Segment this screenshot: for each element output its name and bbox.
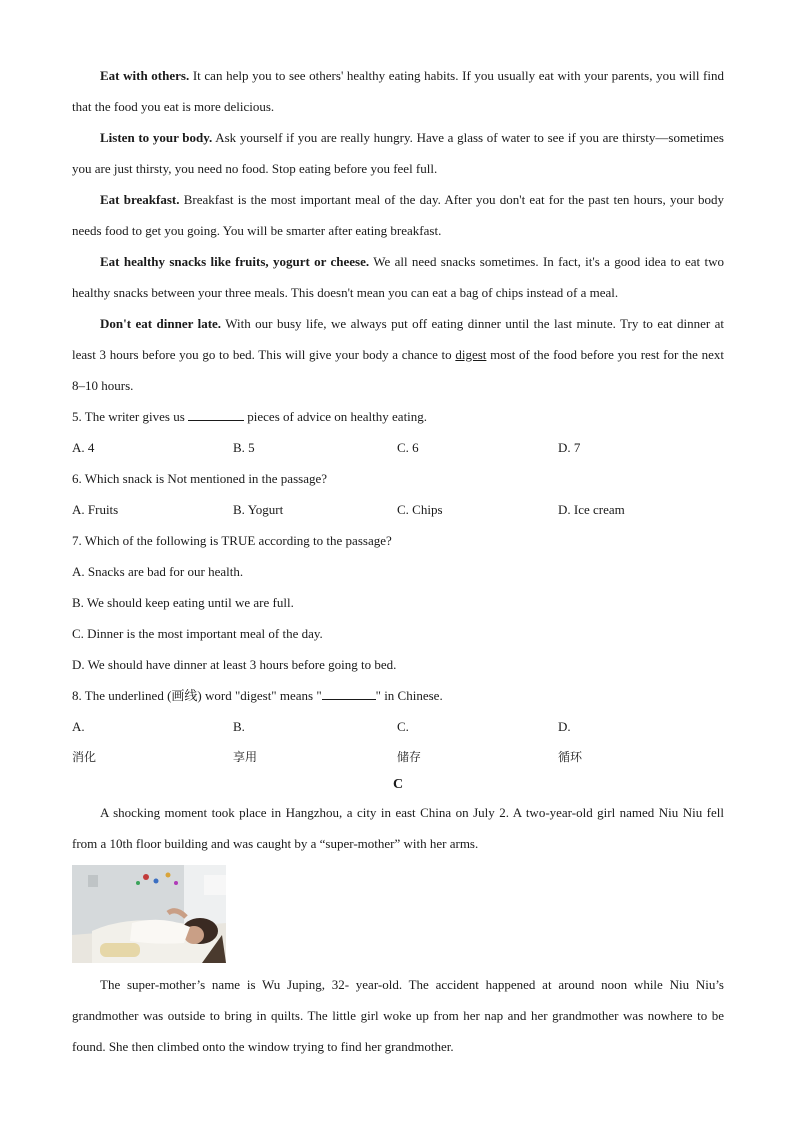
option-c: C. 6 <box>397 440 419 455</box>
para-text: We all need snacks sometimes. In fact, it's a good idea to eat two healthy snacks between your three meals. This doesn't mean you can eat a bag of chips instead of a meal. <box>72 254 724 300</box>
question-text: " in Chinese. <box>375 688 443 703</box>
para-lead: Eat breakfast. <box>100 192 180 207</box>
paragraph <box>72 246 724 308</box>
paragraph <box>72 60 724 122</box>
para-lead: Don't eat dinner late. <box>100 316 222 331</box>
para-text: It can help you to see others' healthy eating habits. If you usually eat with your parents, you will find that the food you eat is more delicious. <box>72 68 724 114</box>
option-b: B. We should keep eating until we are full. <box>72 595 294 610</box>
section-heading: C <box>392 777 404 792</box>
option-c: C. 储存 <box>397 719 422 764</box>
answer-blank <box>322 688 376 700</box>
option-a: A. 消化 <box>72 719 97 764</box>
para-text: most of the food before you rest for the next 8–10 hours. <box>72 347 724 393</box>
question-6: 6. Which snack is Not mentioned in the passage? <box>72 471 328 486</box>
question-8 <box>72 680 724 711</box>
options-6 <box>72 494 724 525</box>
option-d: D. 7 <box>558 440 581 455</box>
question-7: 7. Which of the following is TRUE according to the passage? <box>72 533 392 548</box>
paragraph <box>72 122 724 184</box>
option-c: C. Chips <box>397 502 443 517</box>
options-8 <box>72 711 724 773</box>
para-text: With our busy life, we always put off eating dinner until the last minute. Try to eat dinner at least 3 hours before you go to bed. This will give your body a chance to <box>72 316 724 362</box>
paragraph: A shocking moment took place in Hangzhou, a city in east China on July 2. A two-year-old girl named Niu Niu fell from a 10th floor building and was caught by a “super-mother” with her arms. <box>72 805 724 851</box>
question-text: pieces of advice on healthy eating. <box>244 409 428 424</box>
option-d: D. We should have dinner at least 3 hours before going to bed. <box>72 657 397 672</box>
question-text: 8. The underlined (画线) word "digest" means " <box>72 688 322 703</box>
option-a: A. 4 <box>72 440 95 455</box>
underlined-word: digest <box>455 347 487 362</box>
para-lead: Eat with others. <box>100 68 190 83</box>
option-d: D. Ice cream <box>558 502 625 517</box>
question-text: 5. The writer gives us <box>72 409 189 424</box>
paragraph <box>72 308 724 401</box>
option-b: B. 享用 <box>233 719 258 764</box>
para-text: Breakfast is the most important meal of the day. After you don't eat for the past ten hours, your body needs food to get you going. You will be smarter after eating breakfast. <box>72 192 724 238</box>
document-page <box>72 60 724 1062</box>
news-photo <box>72 865 226 963</box>
option-d: D. 循环 <box>558 719 583 764</box>
question-5 <box>72 401 724 432</box>
para-lead: Listen to your body. <box>100 130 213 145</box>
photo-illustration <box>72 865 226 963</box>
option-a: A. Snacks are bad for our health. <box>72 564 244 579</box>
option-b: B. Yogurt <box>233 502 284 517</box>
option-b: B. 5 <box>233 440 255 455</box>
answer-blank <box>188 409 244 421</box>
options-5 <box>72 432 724 463</box>
paragraph <box>72 184 724 246</box>
option-a: A. Fruits <box>72 502 119 517</box>
option-c: C. Dinner is the most important meal of the day. <box>72 626 323 641</box>
para-lead: Eat healthy snacks like fruits, yogurt or cheese. <box>100 254 370 269</box>
para-text: Ask yourself if you are really hungry. Have a glass of water to see if you are thirsty—sometimes you are just thirsty, you need no food. Stop eating before you feel full. <box>72 130 724 176</box>
paragraph: The super-mother’s name is Wu Juping, 32- year-old. The accident happened at around noon while Niu Niu’s grandmother was outside to bring in quilts. The little girl woke up from her nap and her grandmother was nowhere to be found. She then climbed onto the window trying to find her grandmother. <box>72 977 724 1054</box>
